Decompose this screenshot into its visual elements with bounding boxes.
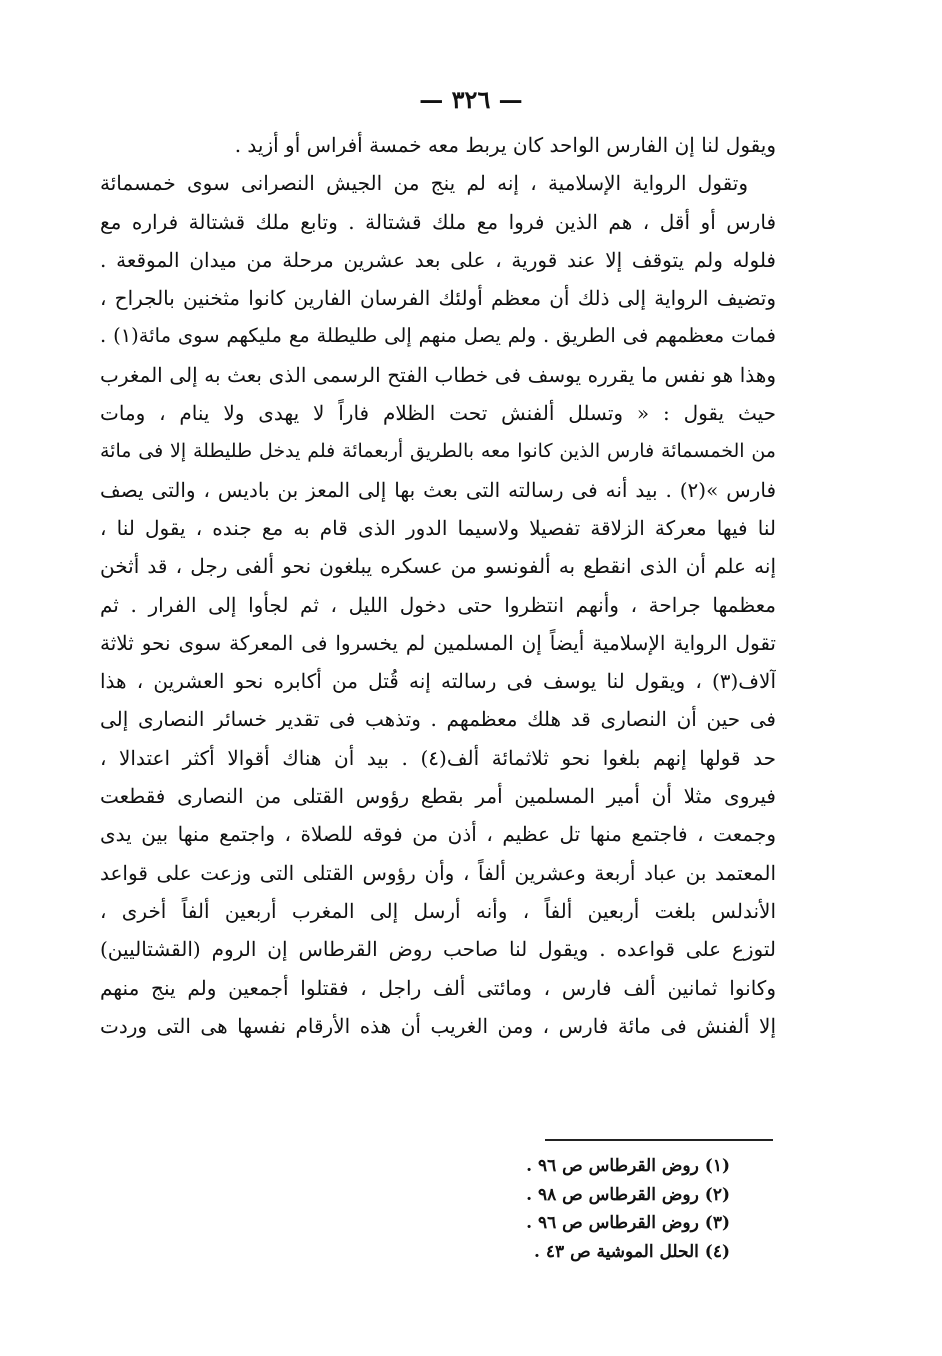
text-line: وتقول الرواية الإسلامية ، إنه لم ينج من الجيش النصرانى سوى خمسمائة (100, 171, 748, 196)
text-line: معظمها جراحة ، وأنهم انتظروا حتى دخول الليل ، ثم لجأوا إلى الفرار . ثم (100, 592, 776, 617)
text-line: تقول الرواية الإسلامية أيضاً إن المسلمين لم يخسروا فى المعركة سوى نحو ثلاثة (100, 630, 776, 655)
text-line: من الخمسمائة فارس الذين كانوا معه بالطريق أربعمائة فلم يدخل طليطلة إلا فى مائة (100, 440, 776, 463)
text-line: ويقول لنا إن الفارس الواحد كان يربط معه خمسة أفراس أو أزيد . (234, 133, 776, 157)
text-line: إلا ألفنش فى مائة فارس ، ومن الغريب أن هذه الأرقام نفسها هى التى وردت (100, 1013, 776, 1038)
body-text (100, 126, 776, 1045)
text-line: فارس أو أقل ، هم الذين فروا مع ملك قشتالة . وتابع ملك قشتالة فراره مع (100, 209, 776, 234)
text-line: إنه علم أن الذى انقطع به ألفونسو من عسكره يبلغون نحو ألفى رجل ، قد أثخن (100, 554, 776, 579)
text-line: فلوله ولم يتوقف إلا عند قورية ، على بعد عشرين مرحلة من ميدان الموقعة . (100, 247, 776, 272)
footnotes (430, 1152, 730, 1266)
text-line: فمات معظمهم فى الطريق . ولم يصل منهم إلى طليطلة مع مليكهم سوى مائة(١) . (100, 324, 776, 348)
text-line: حيث يقول : « وتسلل ألفنش تحت الظلام فاراً لا يهدى ولا ينام ، ومات (100, 401, 776, 426)
footnote: (١) روض القرطاس ص ٩٦ . (526, 1156, 730, 1176)
text-line: لتوزع على قواعده . ويقول لنا صاحب روض القرطاس إن الروم (القشتاليين) (100, 937, 776, 962)
text-line: فيروى مثلا أن أمير المسلمين أمر بقطع رؤوس القتلى من النصارى فقطعت (100, 784, 776, 809)
text-line: فى حين أن النصارى قد هلك معظمهم . وتذهب فى تقدير خسائر النصارى إلى (100, 707, 776, 732)
footnote: (٣) روض القرطاس ص ٩٦ . (526, 1213, 730, 1233)
footnote: (٤) الحلل الموشية ص ٤٣ . (534, 1241, 730, 1262)
text-line: فارس »(٢) . بيد أنه فى رسالته التى بعث بها إلى المعز بن باديس ، والتى يصف (100, 477, 776, 502)
text-line: وكانوا ثمانين ألف فارس ، ومائتى ألف راجل ، فقتلوا أجمعين ولم ينج منهم (100, 975, 776, 1000)
footnote-divider (545, 1139, 773, 1141)
footnote: (٢) روض القرطاس ص ٩٨ . (526, 1184, 730, 1205)
text-line: وتضيف الرواية إلى ذلك أن معظم أولئك الفرسان الفارين كانوا مثخنين بالجراح ، (100, 286, 776, 311)
text-line: آلاف(٣) ، ويقول لنا يوسف فى رسالته إنه قُتل من أكابره نحو العشرين ، هذا (100, 669, 776, 694)
text-line: الأندلس بلغت أربعين ألفاً ، وأنه أرسل إلى المغرب أربعين ألفاً أخرى ، (100, 898, 776, 923)
text-line: المعتمد بن عباد أربعة وعشرين ألفاً ، وأن رؤوس القتلى التى وزعت على قواعد (100, 860, 776, 885)
text-line: وهذا هو نفس ما يقرره يوسف فى خطاب الفتح الرسمى الذى بعث به إلى المغرب (100, 362, 776, 387)
text-line: وجمعت ، فاجتمع منها تل عظيم ، أذن من فوقه للصلاة ، واجتمع منها بين يدى (100, 822, 776, 847)
page-number: — ٣٢٦ — (419, 85, 523, 114)
text-line: حد قولها إنهم بلغوا نحو ثلاثمائة ألف(٤) . بيد أن هناك أقوالا أكثر اعتدالا ، (100, 745, 776, 770)
text-line: لنا فيها معركة الزلاقة تفصيلا ولاسيما الدور الذى قام به مع جنده ، يقول لنا ، (100, 515, 776, 540)
